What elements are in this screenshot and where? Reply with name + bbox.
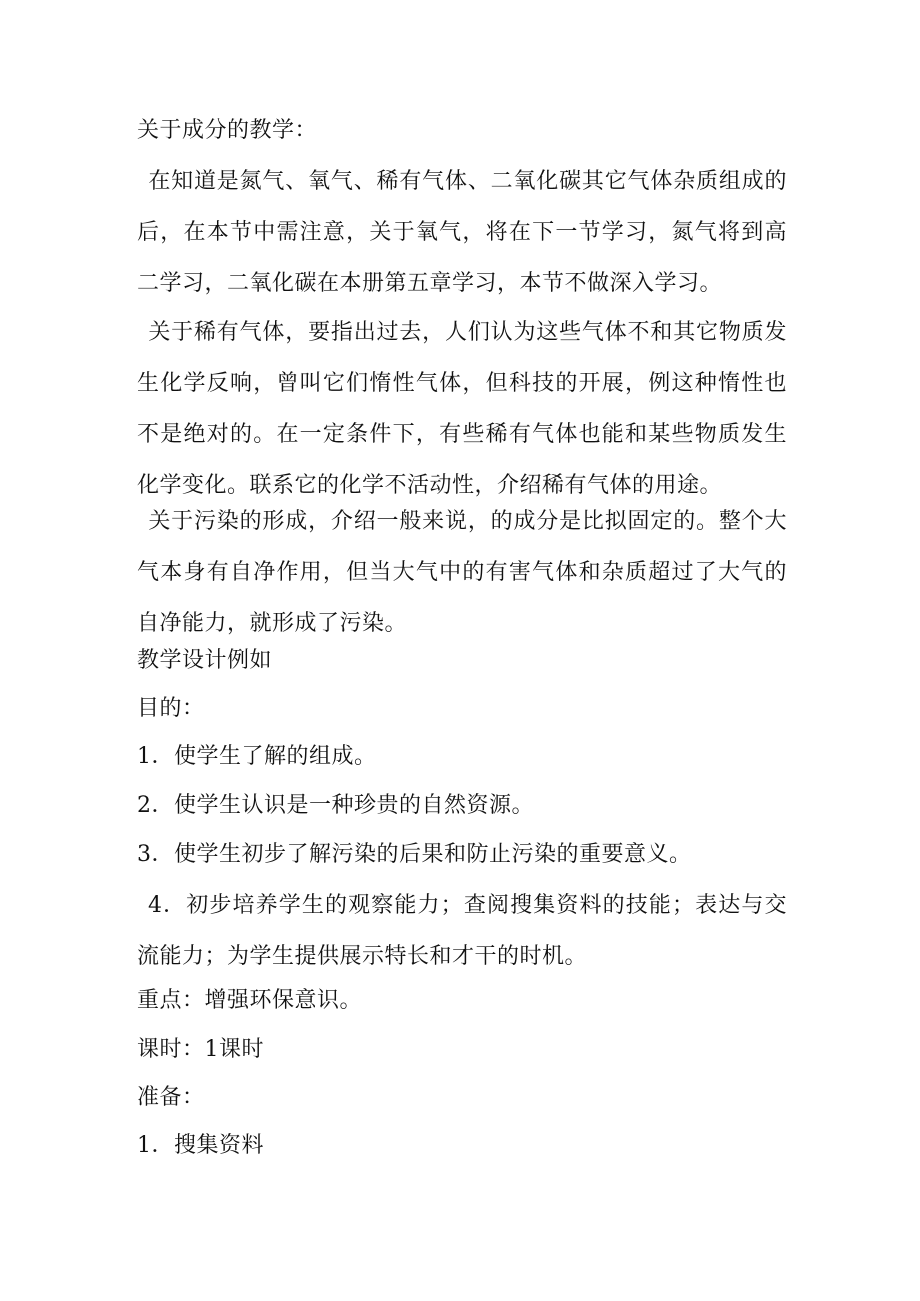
objective-item-4 (137, 880, 787, 982)
paragraph-pollution (137, 496, 787, 649)
objective-item-3: 3．使学生初步了解污染的后果和防止污染的重要意义。 (137, 842, 692, 867)
key-point: 重点：增强环保意识。 (137, 988, 363, 1013)
objective-item-1: 1．使学生了解的组成。 (137, 744, 377, 769)
objective-item-4-text: 4．初步培养学生的观察能力；查阅搜集资料的技能；表达与交流能力；为学生提供展示特长和才干的时机。 (137, 893, 787, 969)
objective-item-2: 2．使学生认识是一种珍贵的自然资源。 (137, 793, 534, 818)
section-heading: 关于成分的教学： (137, 118, 318, 143)
design-title: 教学设计例如 (137, 648, 273, 673)
paragraph-pollution-text: 关于污染的形成，介绍一般来说，的成分是比拟固定的。整个大气本身有自净作用，但当大气中的有害气体和杂质超过了大气的自净能力，就形成了污染。 (137, 509, 787, 636)
paragraph-noble-gases (137, 307, 787, 511)
paragraph-noble-gases-text: 关于稀有气体，要指出过去，人们认为这些气体不和其它物质发生化学反响，曾叫它们惰性气体，但科技的开展，例这种惰性也不是绝对的。在一定条件下，有些稀有气体也能和某些物质发生化学变化。联系它的化学不活动性，介绍稀有气体的用途。 (137, 320, 787, 498)
class-hours: 课时：1课时 (137, 1037, 264, 1062)
preparation-item-1: 1．搜集资料 (137, 1133, 264, 1158)
objectives-label: 目的： (137, 696, 205, 721)
preparation-label: 准备： (137, 1085, 205, 1110)
paragraph-composition (137, 156, 787, 309)
paragraph-composition-text: 在知道是氮气、氧气、稀有气体、二氧化碳其它气体杂质组成的后，在本节中需注意，关于氧气，将在下一节学习，氮气将到高二学习，二氧化碳在本册第五章学习，本节不做深入学习。 (137, 169, 787, 296)
